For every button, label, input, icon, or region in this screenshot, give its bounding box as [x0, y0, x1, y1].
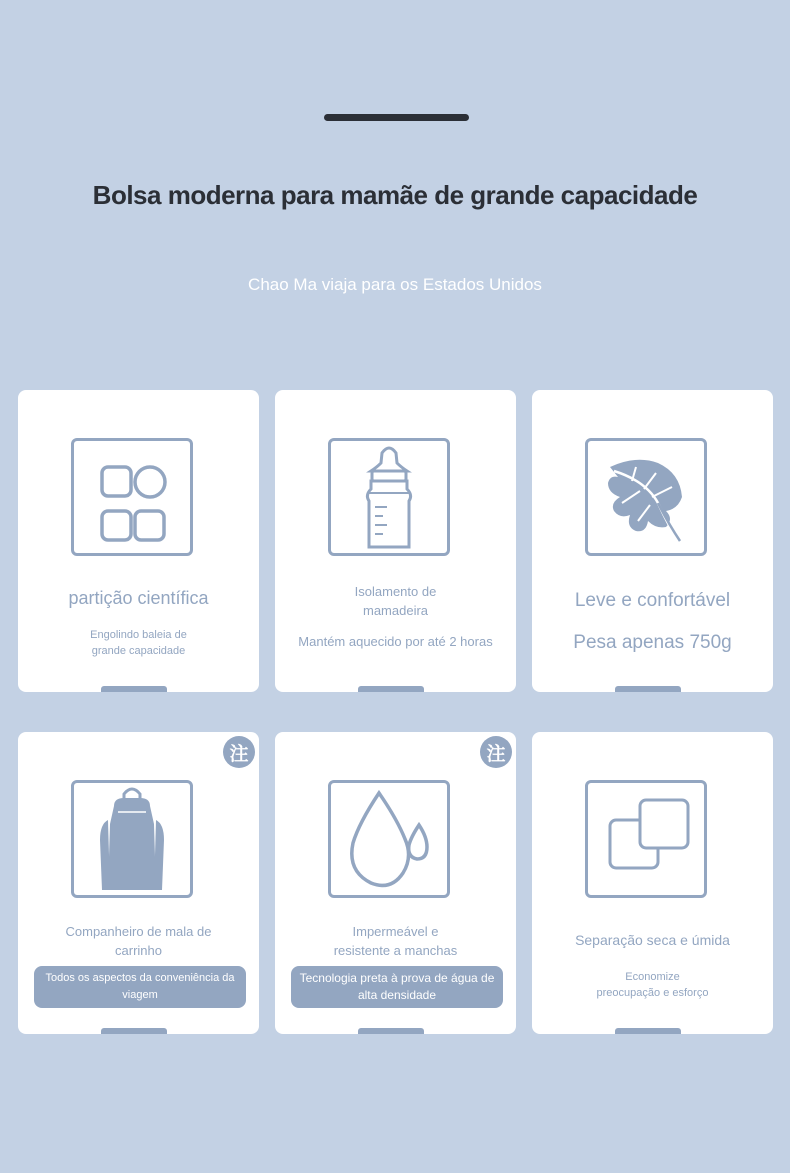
feature-card-partition [18, 390, 259, 692]
page-subtitle: Chao Ma viaja para os Estados Unidos [248, 275, 542, 294]
note-badge: 注 [480, 736, 512, 768]
card-bottom-tab [615, 686, 681, 692]
top-divider-bar [324, 114, 469, 121]
card-description: Economize preocupação e esforço [596, 971, 709, 999]
card-description: Mantém aquecido por até 2 horas [298, 634, 493, 649]
leaf-icon [585, 438, 707, 556]
feature-card-lightweight [532, 390, 773, 692]
card-title: Impermeável e resistente a manchas [333, 924, 458, 958]
card-description: Engolindo baleia de grande capacidade [90, 629, 187, 657]
card-title: Companheiro de mala de carrinho [65, 924, 212, 958]
card-bottom-tab [101, 686, 167, 692]
card-title: partição científica [68, 588, 209, 608]
card-bottom-tab [358, 1028, 424, 1034]
feature-card-trolley [18, 732, 259, 1034]
water-drop-icon [328, 780, 450, 898]
baby-bottle-icon [328, 438, 450, 556]
feature-card-bottle [275, 390, 516, 692]
page-title: Bolsa moderna para mamãe de grande capacidade [92, 180, 698, 210]
card-bottom-tab [358, 686, 424, 692]
grid-partition-icon [71, 438, 193, 556]
card-description-pill: Todos os aspectos da conveniência da viagem [34, 966, 246, 1008]
overlapping-squares-icon [585, 780, 707, 898]
feature-card-waterproof [275, 732, 516, 1034]
card-description-pill: Tecnologia preta à prova de água de alta densidade [291, 966, 503, 1008]
card-title: Leve e confortável [574, 590, 731, 611]
card-description: Pesa apenas 750g [573, 632, 732, 653]
card-bottom-tab [615, 1028, 681, 1034]
card-title: Isolamento de mamadeira [354, 584, 437, 618]
backpack-icon [71, 780, 193, 898]
card-bottom-tab [101, 1028, 167, 1034]
card-title: Separação seca e úmida [575, 932, 730, 948]
feature-card-dry-wet [532, 732, 773, 1034]
note-badge: 注 [223, 736, 255, 768]
